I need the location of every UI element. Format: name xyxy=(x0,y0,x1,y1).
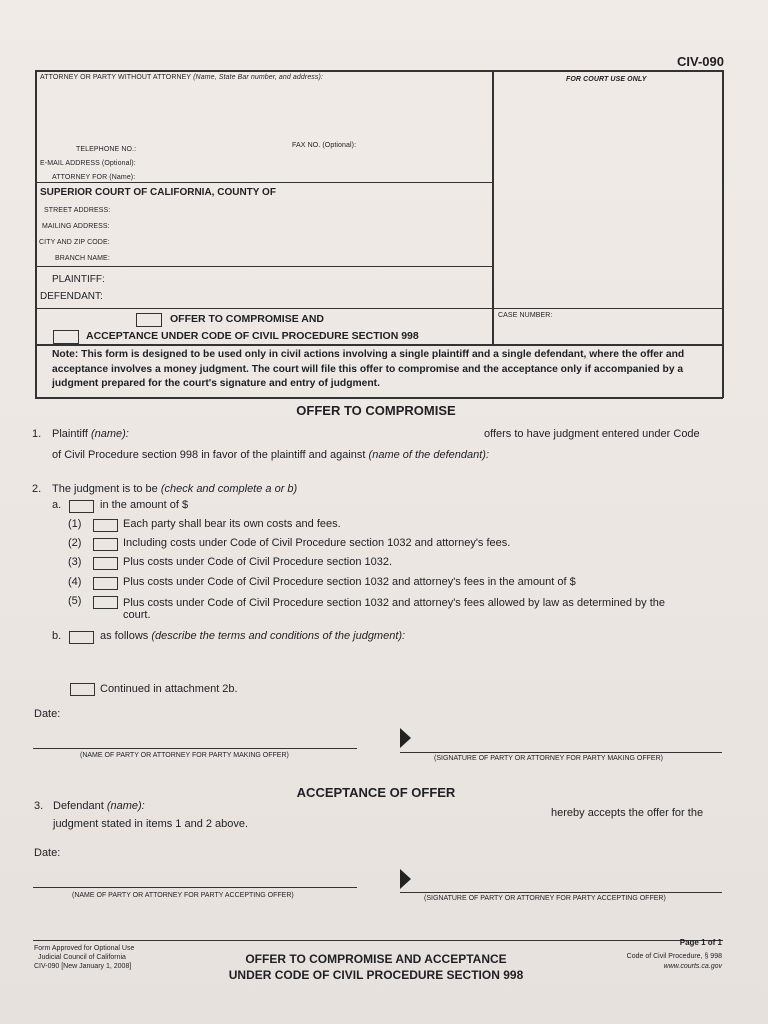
option-a-text: in the amount of $ xyxy=(100,499,189,511)
footer-page-number: Page 1 of 1 xyxy=(679,938,722,947)
offer-heading: OFFER TO COMPROMISE xyxy=(296,403,456,418)
defendant-label: DEFENDANT: xyxy=(40,291,103,302)
continued-text: Continued in attachment 2b. xyxy=(100,683,238,695)
item1-label: Plaintiff (name): xyxy=(52,428,129,440)
acceptance-signature-line[interactable] xyxy=(400,892,722,893)
subitem-5-text: Plus costs under Code of Civil Procedure section 1032 and attorney's fees allowed by law as determined by the xyxy=(123,597,666,609)
item2-number: 2. xyxy=(32,483,42,495)
footer-left-block xyxy=(34,944,134,971)
branch-name-label: BRANCH NAME: xyxy=(55,255,110,262)
telephone-label: TELEPHONE NO.: xyxy=(76,146,137,153)
acceptance-title-checkbox[interactable] xyxy=(53,330,79,344)
court-name-label: SUPERIOR COURT OF CALIFORNIA, COUNTY OF xyxy=(40,187,276,198)
footer-website-link[interactable]: www.courts.ca.gov xyxy=(663,963,722,970)
attorney-label: ATTORNEY OR PARTY WITHOUT ATTORNEY (Name, State Bar number, and address): xyxy=(40,74,323,81)
subitem-5-number: (5) xyxy=(68,595,82,607)
subitem-3-text: Plus costs under Code of Civil Procedure section 1032. xyxy=(123,556,393,568)
subitem-4-checkbox[interactable] xyxy=(93,577,118,590)
offer-signature-arrow-icon xyxy=(400,728,411,748)
court-use-label: FOR COURT USE ONLY xyxy=(566,76,647,83)
footer-title xyxy=(206,951,546,983)
header-mid-divider xyxy=(492,70,494,344)
mailing-address-label: MAILING ADDRESS: xyxy=(42,223,110,230)
subitem-1-number: (1) xyxy=(68,518,82,530)
subitem-5-continuation: court. xyxy=(123,609,151,621)
email-label: E-MAIL ADDRESS (Optional): xyxy=(40,160,136,167)
street-address-label: STREET ADDRESS: xyxy=(44,207,111,214)
option-a-checkbox[interactable] xyxy=(69,500,94,513)
footer-left-line3: CIV-090 [New January 1, 2008] xyxy=(34,963,132,970)
item2-text: The judgment is to be (check and complete a or b) xyxy=(52,483,298,495)
city-zip-label: CITY AND ZIP CODE: xyxy=(39,239,110,246)
subitem-2-checkbox[interactable] xyxy=(93,538,118,551)
footer-rule xyxy=(33,940,723,941)
subitem-3-checkbox[interactable] xyxy=(93,557,118,570)
offer-name-caption: (NAME OF PARTY OR ATTORNEY FOR PARTY MAKING OFFER) xyxy=(80,752,289,759)
header-rule-4 xyxy=(35,344,723,346)
item3-label: Defendant (name): xyxy=(53,800,145,812)
header-top-border xyxy=(35,70,723,72)
item1-right-text: offers to have judgment entered under Code xyxy=(484,428,700,440)
option-b-text: as follows (describe the terms and conditions of the judgment): xyxy=(100,630,406,642)
footer-title-line2: UNDER CODE OF CIVIL PROCEDURE SECTION 998 xyxy=(228,968,524,982)
option-b-label: b. xyxy=(52,630,62,642)
subitem-1-checkbox[interactable] xyxy=(93,519,118,532)
note-text: Note: This form is designed to be used only in civil actions involving a single plaintiff and a single defendant, where the offer and acceptance involves a money judgment. The court will file this offer to compromise and the acceptance only if accompanied by a judgment prepared for the court's signature and entry of judgment. xyxy=(52,349,685,389)
acceptance-signature-arrow-icon xyxy=(400,869,411,889)
subitem-4-text: Plus costs under Code of Civil Procedure section 1032 and attorney's fees in the amount of $ xyxy=(123,576,576,588)
header-rule-1 xyxy=(35,182,493,183)
item1-number: 1. xyxy=(32,428,42,440)
acceptance-date-label: Date: xyxy=(34,847,61,859)
footer-left-line2: Judicial Council of California xyxy=(38,954,126,961)
header-rule-2 xyxy=(35,266,493,267)
option-b-checkbox[interactable] xyxy=(69,631,94,644)
subitem-3-number: (3) xyxy=(68,556,82,568)
header-right-border xyxy=(722,70,724,398)
acceptance-name-caption: (NAME OF PARTY OR ATTORNEY FOR PARTY ACCEPTING OFFER) xyxy=(72,892,294,899)
subitem-2-text: Including costs under Code of Civil Procedure section 1032 and attorney's fees. xyxy=(123,537,511,549)
subitem-5-checkbox[interactable] xyxy=(93,596,118,609)
offer-title-checkbox[interactable] xyxy=(136,313,162,327)
item3-continuation: judgment stated in items 1 and 2 above. xyxy=(53,818,249,830)
footer-title-line1: OFFER TO COMPROMISE AND ACCEPTANCE xyxy=(245,952,507,966)
footer-code-citation: Code of Civil Procedure, § 998 xyxy=(626,953,722,960)
offer-signature-caption: (SIGNATURE OF PARTY OR ATTORNEY FOR PARTY MAKING OFFER) xyxy=(434,755,663,762)
offer-date-label: Date: xyxy=(34,708,61,720)
attorney-for-label: ATTORNEY FOR (Name): xyxy=(52,174,136,181)
acceptance-heading: ACCEPTANCE OF OFFER xyxy=(296,785,456,800)
subitem-1-text: Each party shall bear its own costs and fees. xyxy=(123,518,341,530)
offer-name-line xyxy=(33,748,357,749)
option-a-label: a. xyxy=(52,499,62,511)
header-left-border xyxy=(35,70,37,398)
footer-left-line1: Form Approved for Optional Use xyxy=(34,945,135,952)
footer-right-block xyxy=(627,952,722,972)
form-number: CIV-090 xyxy=(677,54,724,69)
item3-right-text: hereby accepts the offer for the xyxy=(551,807,704,819)
header-rule-3 xyxy=(35,308,723,309)
continued-checkbox[interactable] xyxy=(70,683,95,696)
item3-number: 3. xyxy=(34,800,44,812)
offer-title-line2: ACCEPTANCE UNDER CODE OF CIVIL PROCEDURE SECTION 998 xyxy=(86,330,419,342)
offer-title-line1: OFFER TO COMPROMISE AND xyxy=(170,313,325,325)
offer-signature-line[interactable] xyxy=(400,752,722,753)
plaintiff-label: PLAINTIFF: xyxy=(52,274,105,285)
subitem-2-number: (2) xyxy=(68,537,82,549)
note-bottom-border xyxy=(35,397,723,399)
subitem-4-number: (4) xyxy=(68,576,82,588)
item1-continuation: of Civil Procedure section 998 in favor of the plaintiff and against (name of the defendant): xyxy=(52,449,490,461)
case-number-label: CASE NUMBER: xyxy=(498,312,553,319)
acceptance-name-line xyxy=(33,887,357,888)
fax-label: FAX NO. (Optional): xyxy=(292,142,357,149)
acceptance-signature-caption: (SIGNATURE OF PARTY OR ATTORNEY FOR PARTY ACCEPTING OFFER) xyxy=(424,895,666,902)
